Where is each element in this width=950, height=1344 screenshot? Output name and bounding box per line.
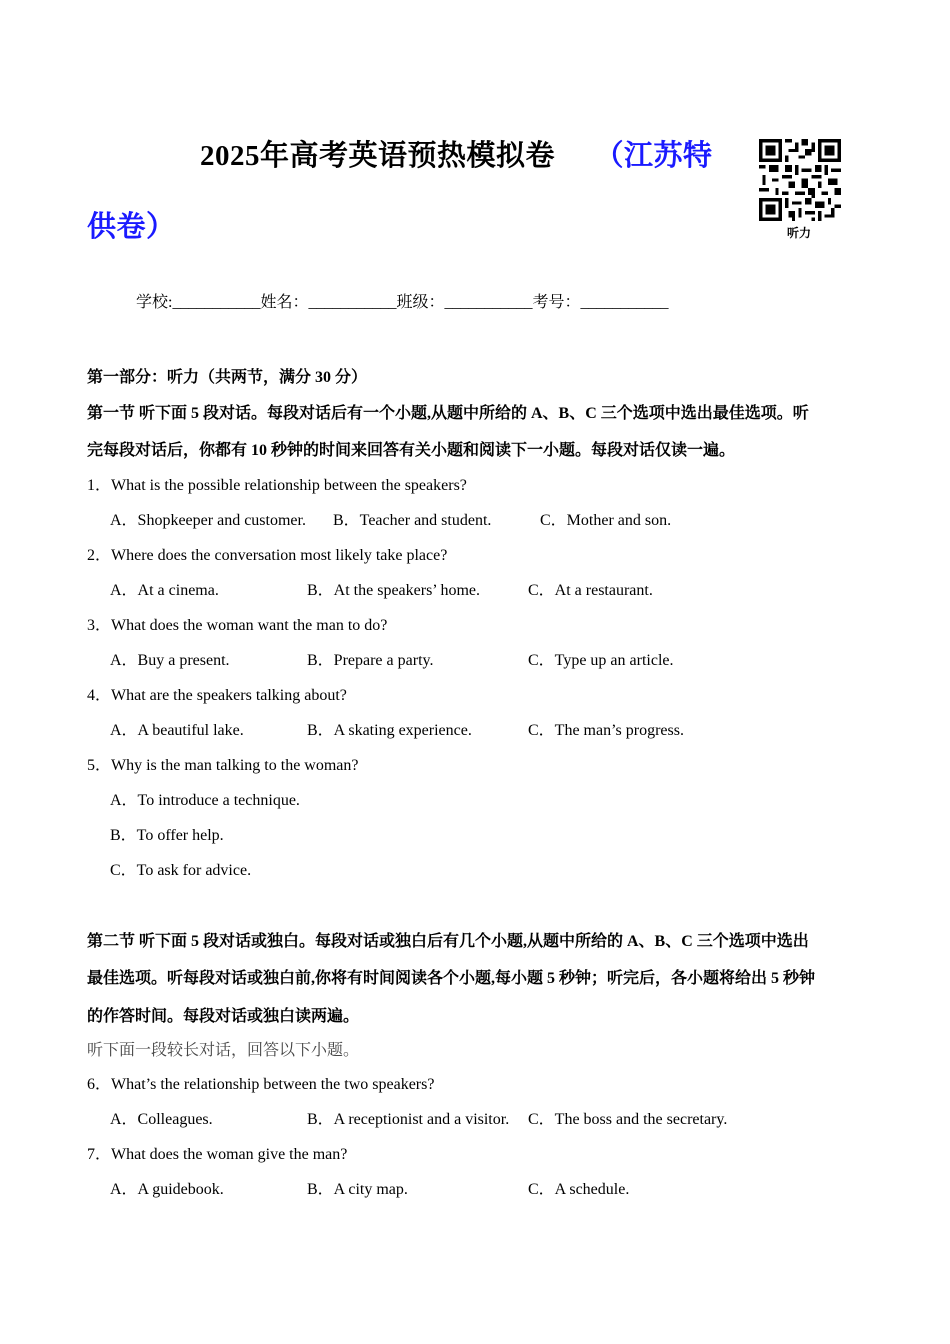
- question-6-option-b: B．A receptionist and a visitor.: [307, 1111, 510, 1128]
- section2-instruction-line3: 的作答时间。每段对话或独白读两遍。: [87, 1008, 360, 1025]
- section1-instruction-line1: 第一节 听下面 5 段对话。每段对话后有一个小题,从题中所给的 A、B、C 三个选项中选出最佳选项。听: [87, 405, 809, 422]
- question-7-option-b: B．A city map.: [307, 1181, 408, 1198]
- title-blue-part2: 供卷）: [87, 211, 176, 243]
- qr-code-icon[interactable]: [759, 139, 841, 221]
- question-6-option-c: C．The boss and the secretary.: [528, 1111, 728, 1128]
- question-3-option-a: A．Buy a present.: [110, 652, 230, 669]
- question-3-option-b: B．Prepare a party.: [307, 652, 434, 669]
- question-1: 1．What is the possible relationship between the speakers?: [87, 477, 467, 494]
- section2-instruction-line2: 最佳选项。听每段对话或独白前,你将有时间阅读各个小题,每小题 5 秒钟；听完后，各小题将给出 5 秒钟: [87, 970, 816, 987]
- question-6-option-a: A．Colleagues.: [110, 1111, 213, 1128]
- section2-instruction-line1: 第二节 听下面 5 段对话或独白。每段对话或独白后有几个小题,从题中所给的 A、B、C 三个选项中选出: [87, 933, 809, 950]
- question-4: 4．What are the speakers talking about?: [87, 687, 347, 704]
- question-1-option-c: C．Mother and son.: [540, 512, 672, 529]
- question-4-option-c: C．The man’s progress.: [528, 722, 684, 739]
- question-7: 7．What does the woman give the man?: [87, 1146, 348, 1163]
- question-2-option-a: A．At a cinema.: [110, 582, 219, 599]
- title-main: 2025年高考英语预热模拟卷: [200, 140, 556, 172]
- question-5-option-c: C．To ask for advice.: [110, 862, 252, 879]
- section2-note: 听下面一段较长对话，回答以下小题。: [87, 1042, 360, 1059]
- question-1-option-a: A．Shopkeeper and customer.: [110, 512, 306, 529]
- section1-instruction-line2: 完每段对话后，你都有 10 秒钟的时间来回答有关小题和阅读下一小题。每段对话仅读一遍。: [87, 442, 736, 459]
- question-3-option-c: C．Type up an article.: [528, 652, 674, 669]
- question-3: 3．What does the woman want the man to do?: [87, 617, 388, 634]
- question-2-option-b: B．At the speakers’ home.: [307, 582, 480, 599]
- question-2: 2．Where does the conversation most likely take place?: [87, 547, 448, 564]
- page-title: [200, 133, 713, 174]
- question-4-option-b: B．A skating experience.: [307, 722, 472, 739]
- question-7-option-c: C．A schedule.: [528, 1181, 630, 1198]
- title-blue-part1: （江苏特: [594, 140, 713, 172]
- student-info-line: 学校:___________姓名：___________班级：___________考号：___________: [136, 294, 669, 311]
- question-5-option-a: A．To introduce a technique.: [110, 792, 300, 809]
- qr-label: 听力: [787, 226, 812, 240]
- question-5: 5．Why is the man talking to the woman?: [87, 757, 359, 774]
- question-2-option-c: C．At a restaurant.: [528, 582, 653, 599]
- question-1-option-b: B．Teacher and student.: [333, 512, 492, 529]
- question-4-option-a: A．A beautiful lake.: [110, 722, 244, 739]
- question-5-option-b: B．To offer help.: [110, 827, 224, 844]
- question-7-option-a: A．A guidebook.: [110, 1181, 224, 1198]
- question-6: 6．What’s the relationship between the two speakers?: [87, 1076, 435, 1093]
- part1-heading: 第一部分：听力（共两节，满分 30 分）: [87, 369, 368, 386]
